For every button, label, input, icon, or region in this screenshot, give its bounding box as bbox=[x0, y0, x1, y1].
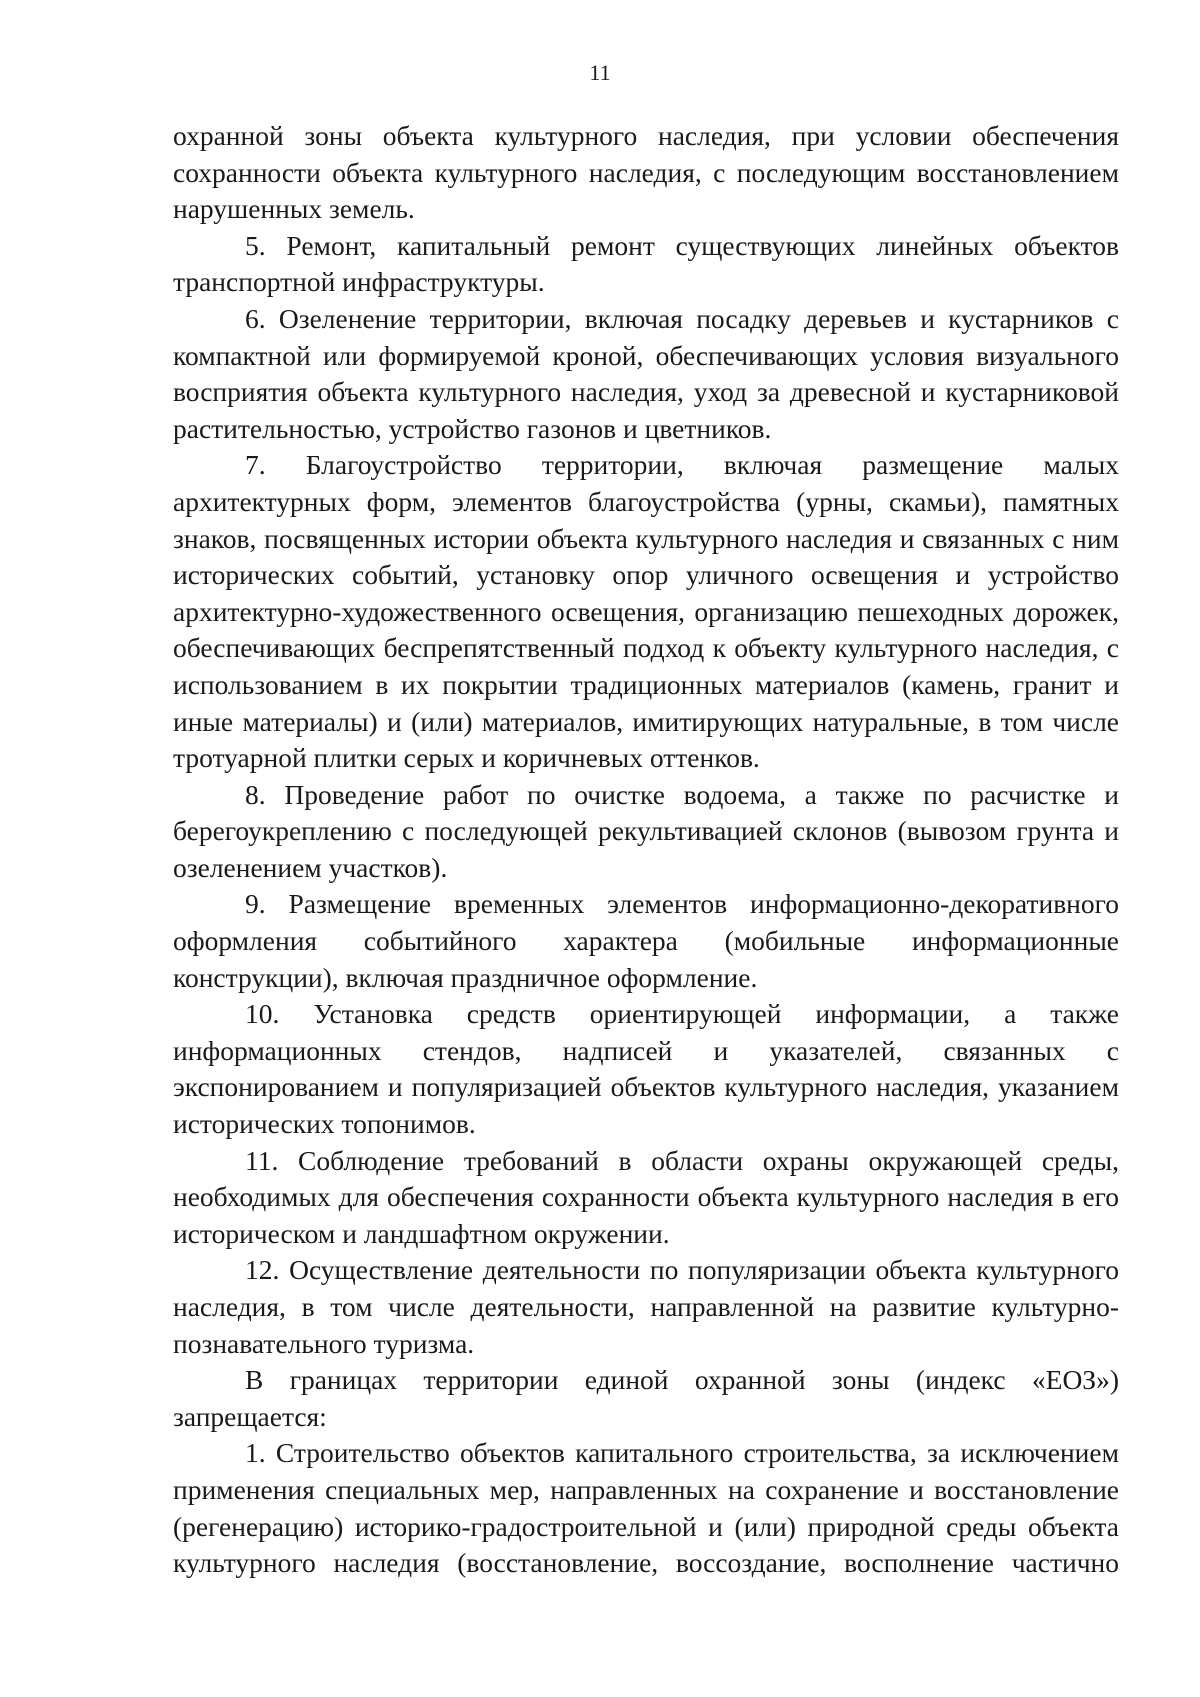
paragraph-prohibited-item-1: 1. Строительство объектов капитального строительства, за исключением применения специальных мер, направленных на сохранение и восстановление (регенерацию) историко-градостроительной и (или) природной среды объекта культурного наследия (восстановление, воссоздание, восполнение частично bbox=[173, 1437, 1119, 1579]
paragraph-item-5: 5. Ремонт, капитальный ремонт существующих линейных объектов транспортной инфраструктуры. bbox=[173, 229, 1119, 298]
paragraph-item-7: 7. Благоустройство территории, включая размещение малых архитектурных форм, элементов благоустройства (урны, скамьи), памятных знаков, посвященных истории объекта культурного наследия и связанных с ним исторических событий, установку опор уличного освещения и устройство архитектурно-художественного освещения, организацию пешеходных дорожек, обеспечивающих беспрепятственный подход к объекту культурного наследия, с использованием в их покрытии традиционных материалов (камень, гранит и иные материалы) и (или) материалов, имитирующих натуральные, в том числе тротуарной плитки серых и коричневых оттенков. bbox=[173, 449, 1119, 774]
paragraph-continuation: охранной зоны объекта культурного наследия, при условии обеспечения сохранности объекта культурного наследия, с последующим восстановлением нарушенных земель. bbox=[173, 120, 1119, 225]
paragraph-item-12: 12. Осуществление деятельности по популяризации объекта культурного наследия, в том числе деятельности, направленной на развитие культурно-познавательного туризма. bbox=[173, 1254, 1119, 1359]
paragraph-item-8: 8. Проведение работ по очистке водоема, а также по расчистке и берегоукреплению с последующей рекультивацией склонов (вывозом грунта и озеленением участков). bbox=[173, 778, 1119, 883]
paragraph-item-9: 9. Размещение временных элементов информационно-декоративного оформления событийного характера (мобильные информационные конструкции), включая праздничное оформление. bbox=[173, 888, 1119, 993]
paragraph-prohibited-intro: В границах территории единой охранной зоны (индекс «ЕОЗ») запрещается: bbox=[173, 1364, 1119, 1432]
page-number: 11 bbox=[589, 60, 611, 85]
paragraph-item-6: 6. Озеленение территории, включая посадку деревьев и кустарников с компактной или формируемой кроной, обеспечивающих условия визуального восприятия объекта культурного наследия, уход за древесной и кустарниковой растительностью, устройство газонов и цветников. bbox=[173, 302, 1119, 444]
paragraph-item-10: 10. Установка средств ориентирующей информации, а также информационных стендов, надписей и указателей, связанных с экспонированием и популяризацией объектов культурного наследия, указанием исторических топонимов. bbox=[173, 998, 1119, 1140]
paragraph-item-11: 11. Соблюдение требований в области охраны окружающей среды, необходимых для обеспечения сохранности объекта культурного наследия в его историческом и ландшафтном окружении. bbox=[173, 1144, 1119, 1249]
document-body bbox=[173, 118, 1119, 1582]
